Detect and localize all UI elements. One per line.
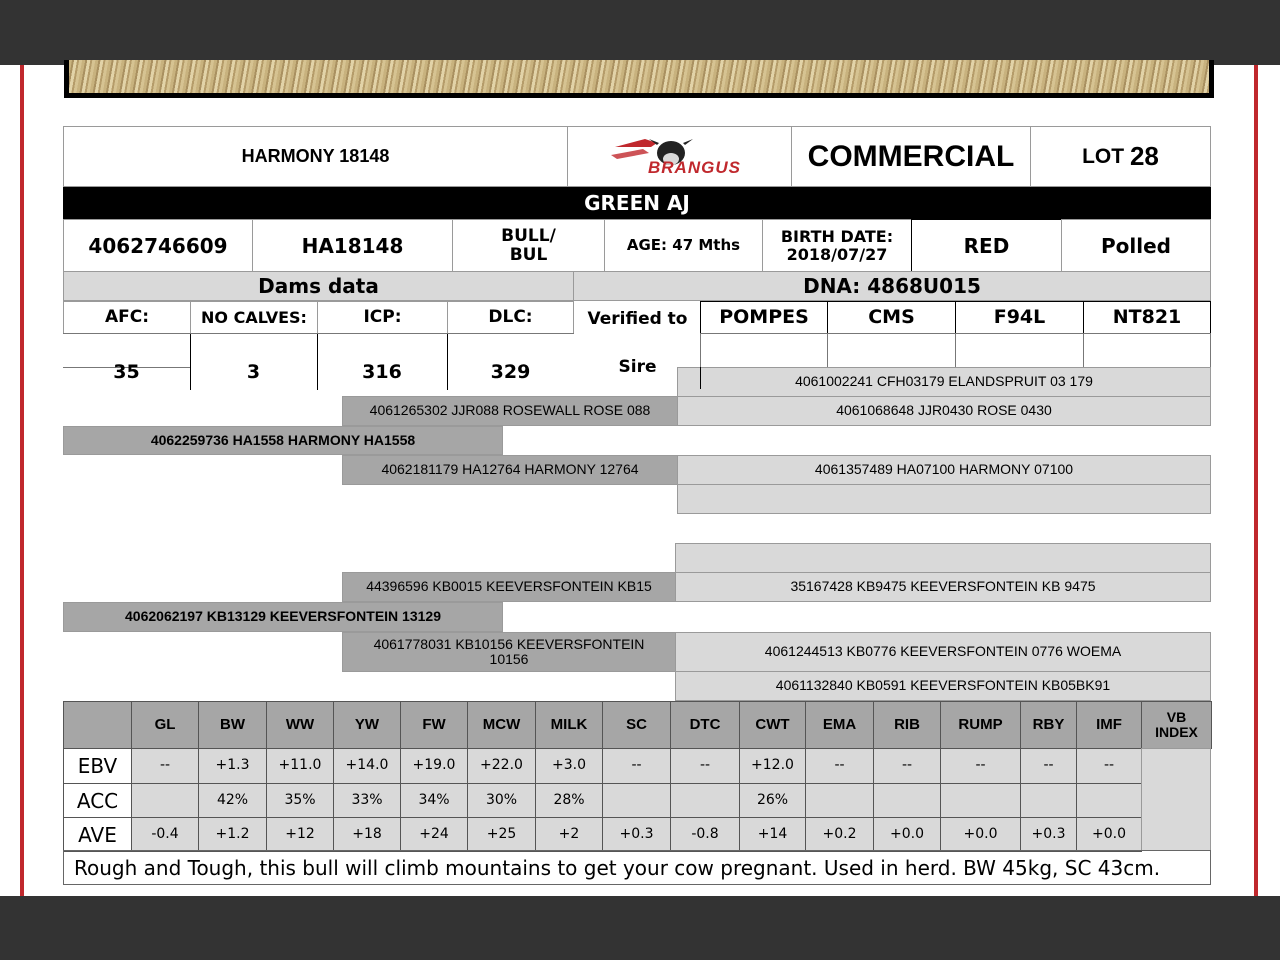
dams-value-dlc: 329 — [490, 360, 531, 383]
ebv-cell-ave-yw: +18 — [333, 817, 401, 852]
pedigree-dam-dam-sire: 4061244513 KB0776 KEEVERSFONTEIN 0776 WOEMA — [675, 632, 1211, 672]
pedigree-sire-sire-sire: 4061002241 CFH03179 ELANDSPRUIT 03 179 — [677, 367, 1211, 397]
category-label: COMMERCIAL — [791, 126, 1031, 187]
ebv-cell-ave-gl: -0.4 — [131, 817, 199, 852]
pedigree-sire-sire: 4061265302 JJR088 ROSEWALL ROSE 088 — [342, 396, 678, 426]
ebv-cell-acc-imf — [1076, 783, 1142, 818]
dams-divider — [63, 333, 574, 334]
ebv-cell-ave-dtc: -0.8 — [670, 817, 740, 852]
dna-marker-f94l: F94L — [955, 301, 1084, 334]
animal-tag: HA18148 — [252, 219, 453, 272]
dna-marker-pompes: POMPES — [700, 301, 828, 334]
ebv-cell-ave-cwt: +14 — [739, 817, 806, 852]
animal-horn: Polled — [1061, 219, 1211, 272]
ebv-header-milk: MILK — [535, 701, 603, 749]
pedigree-sire-dam: 4062181179 HA12764 HARMONY 12764 — [342, 455, 678, 485]
ebv-cell-ebv-rump: -- — [940, 748, 1021, 784]
ebv-cell-acc-yw: 33% — [333, 783, 401, 818]
pedigree-dam: 4062062197 KB13129 KEEVERSFONTEIN 13129 — [63, 602, 503, 632]
pedigree-sire-dam-sire: 4061357489 HA07100 HARMONY 07100 — [677, 455, 1211, 485]
ebv-row-label-ebv: EBV — [63, 748, 132, 784]
brangus-logo — [567, 126, 792, 187]
ebv-cell-ebv-bw: +1.3 — [198, 748, 267, 784]
ebv-header-gl: GL — [131, 701, 199, 749]
vb-index-value — [1141, 748, 1211, 851]
ebv-cell-acc-rby — [1020, 783, 1077, 818]
pedigree-dam-sire-sire — [675, 543, 1211, 573]
ebv-cell-acc-rib — [873, 783, 941, 818]
ebv-header-rib: RIB — [873, 701, 941, 749]
pedigree-sire-sire-dam: 4061068648 JJR0430 ROSE 0430 — [677, 396, 1211, 426]
ebv-cell-ave-milk: +2 — [535, 817, 603, 852]
dna-result-cms — [827, 333, 956, 368]
dam-dam-line-1: 4061778031 KB10156 KEEVERSFONTEIN — [373, 635, 645, 652]
ebv-row-label-ave: AVE — [63, 817, 132, 852]
lot-number: 28 — [1129, 141, 1159, 172]
ebv-cell-acc-mcw: 30% — [467, 783, 536, 818]
dams-header-icp: ICP: — [317, 301, 448, 334]
ebv-header-imf: IMF — [1076, 701, 1142, 749]
comment-text: Rough and Tough, this bull will climb mountains to get your cow pregnant. Used in herd. BW 45kg, SC 43cm. — [63, 850, 1211, 885]
animal-sex — [452, 219, 605, 272]
animal-age: AGE: 47 Mths — [604, 219, 763, 272]
ebv-header-vb-index — [1141, 701, 1212, 749]
ebv-cell-ebv-ww: +11.0 — [266, 748, 334, 784]
birth-date — [762, 219, 912, 272]
ebv-cell-ave-ema: +0.2 — [805, 817, 874, 852]
ebv-header-yw: YW — [333, 701, 401, 749]
dams-header-afc: AFC: — [63, 301, 191, 334]
ebv-cell-ave-ww: +12 — [266, 817, 334, 852]
dams-title: Dams data — [63, 271, 574, 301]
ebv-header-corner — [63, 701, 132, 749]
ebv-header-ww: WW — [266, 701, 334, 749]
vb-line-1: VB — [1166, 708, 1187, 725]
pedigree-dam-sire: 44396596 KB0015 KEEVERSFONTEIN KB15 — [342, 572, 676, 602]
owner-name: GREEN AJ — [63, 187, 1211, 219]
ebv-cell-acc-ww: 35% — [266, 783, 334, 818]
ebv-header-fw: FW — [400, 701, 468, 749]
dna-result-nt821 — [1083, 333, 1211, 368]
sex-line-2: BUL — [509, 244, 548, 265]
pedigree-dam-dam-dam: 4061132840 KB0591 KEEVERSFONTEIN KB05BK91 — [675, 671, 1211, 701]
ebv-header-rby: RBY — [1020, 701, 1077, 749]
ebv-cell-ebv-sc: -- — [602, 748, 671, 784]
ebv-cell-acc-milk: 28% — [535, 783, 603, 818]
dna-result-f94l — [955, 333, 1084, 368]
pedigree-overlay-line — [700, 367, 701, 389]
ebv-cell-ebv-fw: +19.0 — [400, 748, 468, 784]
ebv-header-dtc: DTC — [670, 701, 740, 749]
ebv-cell-acc-rump — [940, 783, 1021, 818]
ebv-cell-ebv-imf: -- — [1076, 748, 1142, 784]
pedigree-sire-dam-dam — [677, 484, 1211, 514]
ebv-cell-ave-rib: +0.0 — [873, 817, 941, 852]
dams-header-calves: NO CALVES: — [190, 301, 318, 334]
ebv-cell-ave-rump: +0.0 — [940, 817, 1021, 852]
birth-value: 2018/07/27 — [786, 244, 888, 264]
ebv-header-sc: SC — [602, 701, 671, 749]
ebv-header-cwt: CWT — [739, 701, 806, 749]
pedigree-dam-sire-dam: 35167428 KB9475 KEEVERSFONTEIN KB 9475 — [675, 572, 1211, 602]
ebv-cell-ebv-dtc: -- — [670, 748, 740, 784]
ebv-cell-ebv-ema: -- — [805, 748, 874, 784]
ebv-cell-ebv-cwt: +12.0 — [739, 748, 806, 784]
ebv-header-rump: RUMP — [940, 701, 1021, 749]
animal-id: 4062746609 — [63, 219, 253, 272]
dams-value-icp: 316 — [362, 360, 402, 383]
ebv-header-ema: EMA — [805, 701, 874, 749]
ebv-row-label-acc: ACC — [63, 783, 132, 818]
ebv-cell-ebv-milk: +3.0 — [535, 748, 603, 784]
ebv-cell-acc-bw: 42% — [198, 783, 267, 818]
ebv-header-mcw: MCW — [467, 701, 536, 749]
ebv-cell-acc-fw: 34% — [400, 783, 468, 818]
ebv-cell-ave-rby: +0.3 — [1020, 817, 1077, 852]
dna-marker-nt821: NT821 — [1083, 301, 1211, 334]
ebv-cell-acc-cwt: 26% — [739, 783, 806, 818]
vb-line-2: INDEX — [1155, 724, 1198, 740]
dams-value-calves: 3 — [246, 360, 261, 383]
dna-marker-cms: CMS — [827, 301, 956, 334]
logo-text: BRANGUS — [648, 158, 741, 177]
right-red-border — [1254, 65, 1258, 896]
birth-label: BIRTH DATE: — [780, 226, 894, 246]
ebv-cell-ave-fw: +24 — [400, 817, 468, 852]
ebv-header-bw: BW — [198, 701, 267, 749]
ebv-cell-ebv-gl: -- — [131, 748, 199, 784]
dna-result-pompes — [700, 333, 828, 368]
dams-value-afc: 35 — [113, 360, 140, 383]
top-bar — [0, 0, 1280, 65]
lot-label — [1030, 126, 1211, 187]
dams-header-dlc: DLC: — [447, 301, 574, 334]
sex-line-1: BULL/ — [501, 225, 556, 246]
ebv-cell-ave-bw: +1.2 — [198, 817, 267, 852]
ebv-cell-ebv-yw: +14.0 — [333, 748, 401, 784]
dna-title: DNA: 4868U015 — [573, 271, 1211, 301]
left-red-border — [20, 65, 24, 896]
ebv-cell-ebv-rby: -- — [1020, 748, 1077, 784]
ebv-cell-acc-gl — [131, 783, 199, 818]
ebv-cell-ave-imf: +0.0 — [1076, 817, 1142, 852]
ebv-cell-ebv-mcw: +22.0 — [467, 748, 536, 784]
bottom-bar — [0, 896, 1280, 960]
ebv-cell-ebv-rib: -- — [873, 748, 941, 784]
lot-prefix: LOT — [1082, 144, 1125, 168]
verified-line-1: Verified to — [587, 308, 688, 329]
ebv-cell-acc-ema — [805, 783, 874, 818]
dam-dam-line-2: 10156 — [489, 651, 529, 667]
ebv-cell-acc-dtc — [670, 783, 740, 818]
ebv-cell-ave-sc: +0.3 — [602, 817, 671, 852]
verified-line-2: Sire — [618, 356, 657, 377]
ebv-cell-acc-sc — [602, 783, 671, 818]
ebv-cell-ave-mcw: +25 — [467, 817, 536, 852]
pedigree-sire: 4062259736 HA1558 HARMONY HA1558 — [63, 426, 503, 455]
pedigree-dam-dam — [342, 632, 676, 672]
animal-name: HARMONY 18148 — [63, 126, 568, 187]
animal-color: RED — [911, 219, 1062, 272]
pasture-photo — [64, 60, 1214, 98]
